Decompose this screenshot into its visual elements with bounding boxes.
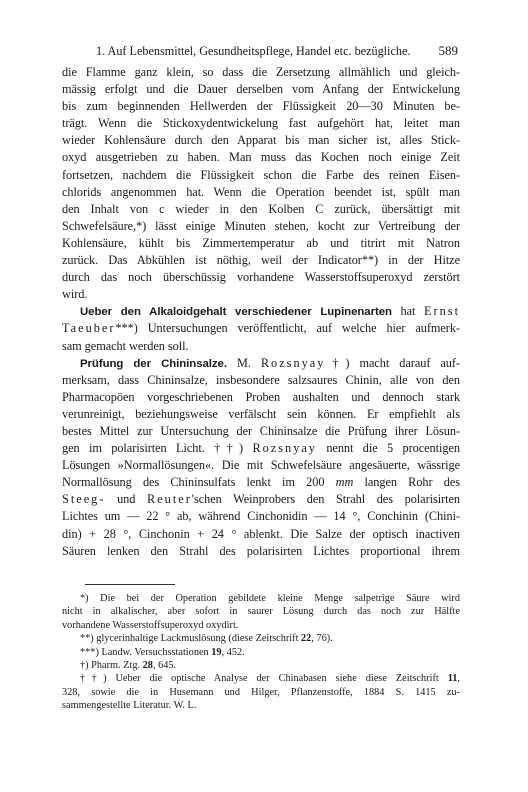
- text-line: gen im polarisirten Licht. ††) Rozsnyay nennt die 5 procentigen: [62, 441, 460, 456]
- main-text: [62, 64, 460, 560]
- text-line: mässig erfolgt und die Dauer derselben vom Anfang der Entwickelung: [62, 82, 460, 97]
- text-line: Steeg- und Reuter'schen Weinprobers den Strahl des polarisirten: [62, 492, 460, 507]
- footnote-line: vorhandene Wasserstoffsuperoxyd oxydirt.: [62, 619, 239, 631]
- text-line: Prüfung der Chininsalze. M. Rozsnyay†) macht darauf auf-: [80, 355, 460, 370]
- footnote-line: *) Die bei der Operation gebildete kleine Menge salpetrige Säure wird: [80, 593, 460, 604]
- author-name: Reuter: [147, 492, 192, 507]
- footnote-divider: [85, 584, 175, 585]
- unit-mm: mm: [335, 475, 354, 490]
- section-heading-quinine: Prüfung der Chininsalze.: [80, 357, 227, 370]
- text-line: Lösungen »Normallösungen«. Die mit Schwefelsäure angesäuerte, wässrige: [62, 458, 460, 473]
- author-name: Rozsnyay: [252, 441, 317, 456]
- text-line: din) + 28 °, Cinchonin + 24 ° ablenkt. Die Salze der optisch inactiven: [62, 526, 460, 541]
- text-line: fortsetzen, nachdem die Flüssigkeit schon die Farbe des reinen Eisen-: [62, 167, 460, 182]
- text-line: chlorids angenommen hat. Wenn die Operation beendet ist, spült man: [62, 184, 460, 199]
- text-line: die Flamme ganz klein, so dass die Zersetzung allmählich und gleich-: [62, 65, 460, 79]
- footnote-4: †) Pharm. Ztg. 28, 645.: [80, 659, 177, 671]
- footnote-3: ***) Landw. Versuchsstationen 19, 452.: [80, 646, 245, 658]
- footnote-1: [62, 592, 460, 632]
- footnote-2: **) glycerinhaltige Lackmuslösung (diese Zeitschrift 22, 76).: [80, 633, 333, 645]
- footnote-line: ††) Ueber die optische Analyse der Chinabasen siehe diese Zeitschrift 11,: [80, 673, 460, 685]
- text-line: oxyd ausgetrieben zu haben. Man muss das Kochen noch einige Zeit: [62, 150, 460, 165]
- text-line: bestes Mittel zur Untersuchung der Chininsalze die Prüfung ihrer Lösun-: [62, 423, 460, 438]
- text-line: bis zum beginnenden Hellwerden der Flüssigkeit 20—30 Minuten be-: [62, 99, 460, 114]
- text-line: Schwefelsäure,*) lässt einige Minuten stehen, kocht zur Vertreibung der: [62, 218, 460, 233]
- text-line: Lichtes um — 22 ° ab, während Cinchonidin — 14 °, Conchinin (Chini-: [62, 509, 460, 524]
- text-line: sam gemacht werden soll.: [62, 338, 189, 353]
- footnote-line: 328, sowie die in Husemann und Hilger, Pflanzenstoffe, 1884 S. 1415 zu-: [62, 686, 460, 698]
- text-line: den Inhalt von c wieder in den Kolben C zurück, übersättigt mit: [62, 201, 460, 216]
- footnotes: [62, 592, 460, 713]
- paragraph-nitric-oxide-procedure: [62, 64, 460, 303]
- text-line: Pharmacopöen vorgeschriebenen Proben aushalten und dennoch stark: [62, 389, 460, 404]
- footnote-5: [62, 672, 460, 712]
- text-line: durch das noch überschüssig vorhandene Wasserstoffsuperoxyd zerstört: [62, 270, 460, 285]
- author-name: Taeuber: [62, 321, 116, 336]
- author-name: Steeg-: [62, 492, 106, 507]
- text-line: merksam, dass Chininsalze, insbesondere salzsaures Chinin, alle von den: [62, 372, 460, 387]
- paragraph-quinine-salts: [62, 355, 460, 560]
- text-line: Kohlensäure, kühlt bis Zimmertemperatur ab und titrirt mit Natron: [62, 235, 460, 250]
- text-line: Ueber den Alkaloidgehalt verschiedener Lupinenarten hat Ernst: [80, 304, 460, 319]
- text-line: verunreinigt, beziehungsweise verfälscht sein können. Er empfiehlt als: [62, 406, 460, 421]
- running-head: [96, 44, 458, 58]
- paragraph-lupine-alkaloids: [62, 303, 460, 354]
- author-name: Rozsnyay: [260, 355, 326, 370]
- section-heading-lupine: Ueber den Alkaloidgehalt verschiedener Lupinenarten: [80, 306, 392, 319]
- running-head-title: 1. Auf Lebensmittel, Gesundheitspflege, Handel etc. bezügliche.: [96, 44, 411, 58]
- footnote-line: sammengestellte Literatur. W. L.: [62, 700, 197, 712]
- text-line: Taeuber***) Untersuchungen veröffentlicht, auf welche hier aufmerk-: [62, 321, 460, 336]
- text-line: Säuren lenken den Strahl des polarisirten Lichtes proportional ihrem: [62, 543, 460, 558]
- text-line: wird.: [62, 287, 88, 302]
- page-number: 589: [438, 43, 458, 58]
- text-line: zurück. Das Abkühlen ist nöthig, weil der Indicator**) in der Hitze: [62, 253, 460, 268]
- text-line: Normallösung des Chininsulfats lenkt im 200 mm langen Rohr des: [62, 475, 460, 490]
- footnote-line: nicht in alkalischer, aber sofort in saurer Lösung durch das noch zur Hälfte: [62, 606, 460, 618]
- text-line: wieder Kohlensäure durch den Apparat bis man sicher ist, alles Stick-: [62, 133, 460, 148]
- author-name: Ernst: [424, 304, 460, 319]
- text-line: trägt. Wenn die Stickoxydentwickelung fast aufgehört hat, leitet man: [62, 116, 460, 131]
